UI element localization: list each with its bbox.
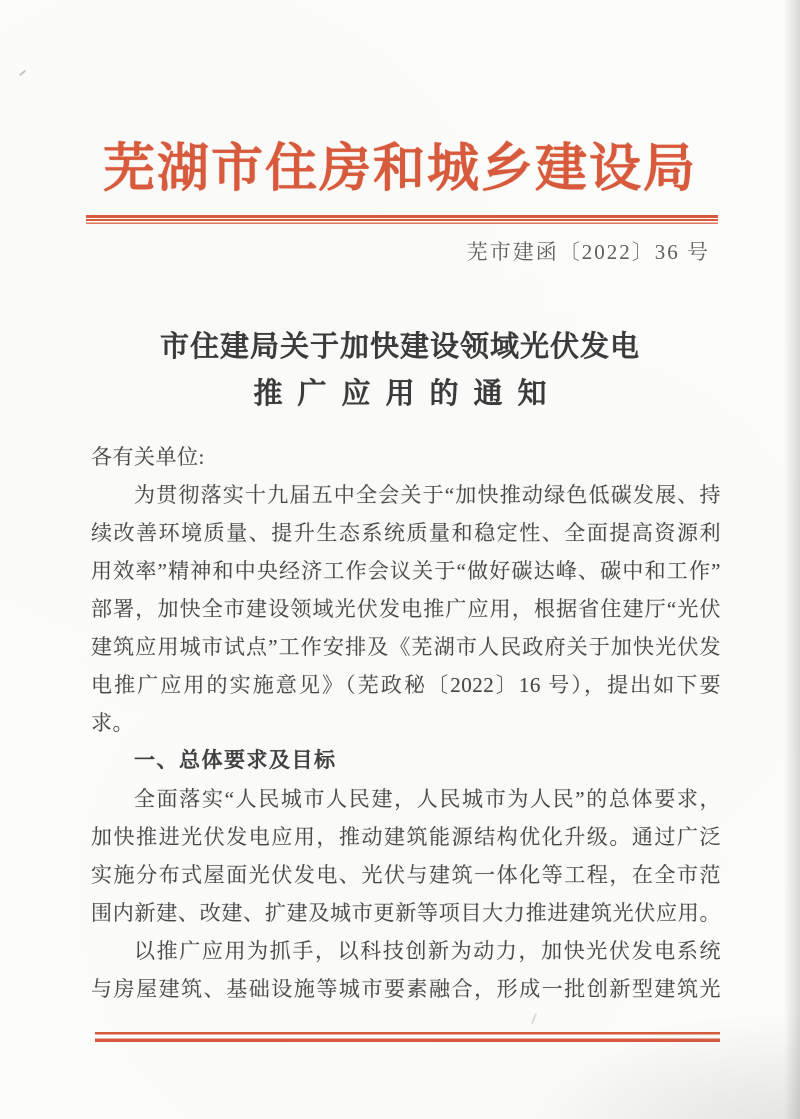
notice-title-line1: 市住建局关于加快建设领域光伏发电 bbox=[159, 331, 640, 363]
body-line: 建筑应用城市试点”工作安排及《芜湖市人民政府关于加快光伏发 bbox=[91, 635, 721, 659]
body-line: 围内新建、改建、扩建及城市更新等项目大力推进建筑光伏应用。 bbox=[91, 901, 721, 925]
body-line: 各有关单位: bbox=[91, 445, 205, 469]
footer-double-rule bbox=[95, 1032, 720, 1042]
document-number: 芜市建函〔2022〕36 号 bbox=[466, 240, 710, 264]
notice-title bbox=[0, 327, 800, 414]
body-line: 求。 bbox=[91, 711, 134, 735]
scan-speck bbox=[19, 70, 26, 76]
body-line: 部署，加快全市建设领域光伏发电推广应用，根据省住建厅“光伏 bbox=[91, 597, 721, 621]
body-line: 与房屋建筑、基础设施等城市要素融合，形成一批创新型建筑光 bbox=[91, 977, 721, 1001]
header-double-rule bbox=[86, 215, 718, 224]
body-line: 实施分布式屋面光伏发电、光伏与建筑一体化等工程，在全市范 bbox=[91, 863, 721, 887]
scan-speck bbox=[531, 1013, 537, 1024]
body-line: 全面落实“人民城市人民建，人民城市为人民”的总体要求， bbox=[134, 787, 721, 811]
body-line: 电推广应用的实施意见》（芜政秘〔2022〕16 号），提出如下要 bbox=[91, 673, 721, 697]
body-line: 以推广应用为抓手，以科技创新为动力，加快光伏发电系统 bbox=[134, 939, 721, 963]
notice-body bbox=[91, 438, 721, 1008]
body-line: 加快推进光伏发电应用，推动建筑能源结构优化升级。通过广泛 bbox=[91, 825, 721, 849]
agency-name: 芜湖市住房和城乡建设局 bbox=[102, 141, 697, 198]
notice-title-line2: 推广应用的通知 bbox=[253, 378, 562, 410]
scan-corner-shade bbox=[500, 1009, 800, 1119]
body-line: 续改善环境质量、提升生态系统质量和稳定性、全面提高资源利 bbox=[91, 521, 721, 545]
body-line: 用效率”精神和中央经济工作会议关于“做好碳达峰、碳中和工作” bbox=[91, 559, 721, 583]
body-line: 为贯彻落实十九届五中全会关于“加快推动绿色低碳发展、持 bbox=[134, 483, 721, 507]
section-heading: 一、总体要求及目标 bbox=[134, 749, 337, 772]
